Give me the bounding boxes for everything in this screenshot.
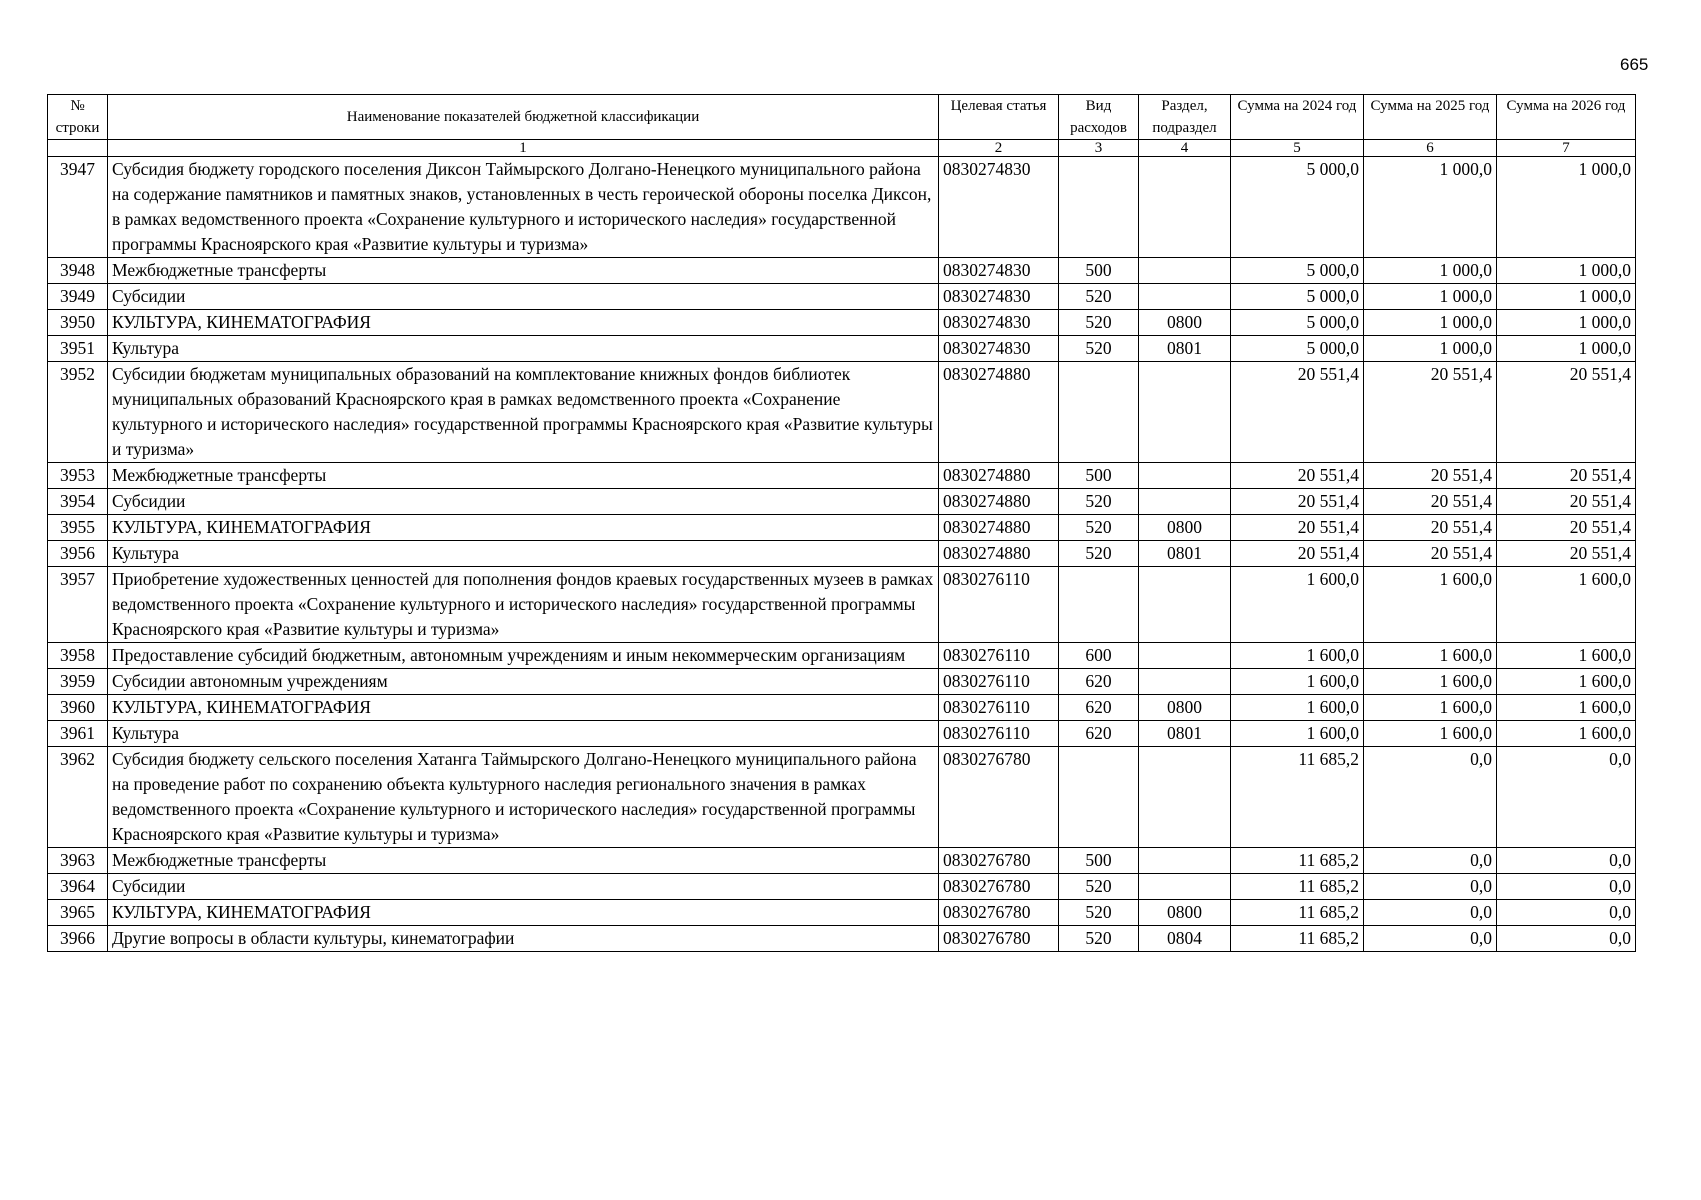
row-sum-2026: 1 600,0 xyxy=(1497,643,1636,669)
header-sum-2024: Сумма на 2024 год xyxy=(1231,95,1364,140)
table-row xyxy=(48,848,1636,874)
row-target-article: 0830276110 xyxy=(939,643,1059,669)
row-sum-2026: 20 551,4 xyxy=(1497,541,1636,567)
row-sum-2025: 20 551,4 xyxy=(1364,541,1497,567)
row-number: 3949 xyxy=(48,284,108,310)
row-number: 3955 xyxy=(48,515,108,541)
column-index: 6 xyxy=(1364,140,1497,157)
row-sum-2026: 20 551,4 xyxy=(1497,489,1636,515)
row-sum-2024: 11 685,2 xyxy=(1231,900,1364,926)
row-number: 3961 xyxy=(48,721,108,747)
table-header-row xyxy=(48,95,1636,140)
table-row xyxy=(48,463,1636,489)
column-index: 4 xyxy=(1139,140,1231,157)
row-target-article: 0830276110 xyxy=(939,721,1059,747)
row-name: КУЛЬТУРА, КИНЕМАТОГРАФИЯ xyxy=(108,695,939,721)
row-sum-2025: 20 551,4 xyxy=(1364,362,1497,463)
row-expense-type: 500 xyxy=(1059,848,1139,874)
row-section xyxy=(1139,874,1231,900)
row-target-article: 0830274830 xyxy=(939,157,1059,258)
row-sum-2024: 1 600,0 xyxy=(1231,643,1364,669)
table-row xyxy=(48,567,1636,643)
row-sum-2026: 20 551,4 xyxy=(1497,515,1636,541)
row-section xyxy=(1139,747,1231,848)
row-name: Другие вопросы в области культуры, кинематографии xyxy=(108,926,939,952)
row-sum-2024: 11 685,2 xyxy=(1231,747,1364,848)
row-section xyxy=(1139,669,1231,695)
row-sum-2026: 20 551,4 xyxy=(1497,463,1636,489)
row-number: 3951 xyxy=(48,336,108,362)
row-target-article: 0830276780 xyxy=(939,747,1059,848)
row-sum-2025: 1 600,0 xyxy=(1364,721,1497,747)
table-row xyxy=(48,643,1636,669)
row-section xyxy=(1139,362,1231,463)
row-name: Субсидии автономным учреждениям xyxy=(108,669,939,695)
row-sum-2026: 1 000,0 xyxy=(1497,258,1636,284)
row-target-article: 0830274830 xyxy=(939,336,1059,362)
row-sum-2025: 1 600,0 xyxy=(1364,643,1497,669)
row-sum-2024: 11 685,2 xyxy=(1231,874,1364,900)
row-expense-type: 520 xyxy=(1059,489,1139,515)
row-expense-type: 620 xyxy=(1059,669,1139,695)
table-row xyxy=(48,284,1636,310)
row-sum-2025: 0,0 xyxy=(1364,900,1497,926)
row-target-article: 0830274880 xyxy=(939,362,1059,463)
row-expense-type: 500 xyxy=(1059,463,1139,489)
row-expense-type: 520 xyxy=(1059,926,1139,952)
row-number: 3966 xyxy=(48,926,108,952)
column-index: 7 xyxy=(1497,140,1636,157)
row-sum-2026: 0,0 xyxy=(1497,900,1636,926)
row-expense-type xyxy=(1059,567,1139,643)
row-sum-2024: 1 600,0 xyxy=(1231,669,1364,695)
row-section xyxy=(1139,567,1231,643)
row-section: 0800 xyxy=(1139,900,1231,926)
row-number: 3954 xyxy=(48,489,108,515)
row-name: Культура xyxy=(108,336,939,362)
row-sum-2026: 1 000,0 xyxy=(1497,310,1636,336)
header-row-no: № строки xyxy=(48,95,108,140)
table-row xyxy=(48,874,1636,900)
row-sum-2026: 0,0 xyxy=(1497,747,1636,848)
page-number: 665 xyxy=(1620,55,1649,74)
row-name: Субсидии xyxy=(108,874,939,900)
row-number: 3963 xyxy=(48,848,108,874)
row-name: Предоставление субсидий бюджетным, автономным учреждениям и иным некоммерческим организациям xyxy=(108,643,939,669)
row-sum-2025: 1 600,0 xyxy=(1364,567,1497,643)
row-number: 3950 xyxy=(48,310,108,336)
row-expense-type: 620 xyxy=(1059,721,1139,747)
row-number: 3959 xyxy=(48,669,108,695)
row-sum-2025: 1 000,0 xyxy=(1364,157,1497,258)
table-row xyxy=(48,721,1636,747)
row-target-article: 0830276780 xyxy=(939,848,1059,874)
row-expense-type xyxy=(1059,157,1139,258)
row-name: Субсидии бюджетам муниципальных образований на комплектование книжных фондов библиотек муниципальных образований Красноярского края в рамках ведомственного проекта «Сохранение культурного и исторического наследия» государственной программы Красноярского края «Развитие культуры и туризма» xyxy=(108,362,939,463)
row-target-article: 0830276110 xyxy=(939,695,1059,721)
row-target-article: 0830276110 xyxy=(939,567,1059,643)
header-name: Наименование показателей бюджетной классификации xyxy=(108,95,939,140)
table-row xyxy=(48,926,1636,952)
table-row xyxy=(48,900,1636,926)
row-sum-2025: 0,0 xyxy=(1364,747,1497,848)
row-target-article: 0830274830 xyxy=(939,258,1059,284)
header-sum-2025: Сумма на 2025 год xyxy=(1364,95,1497,140)
row-target-article: 0830274830 xyxy=(939,310,1059,336)
row-sum-2026: 0,0 xyxy=(1497,848,1636,874)
row-number: 3947 xyxy=(48,157,108,258)
row-sum-2025: 20 551,4 xyxy=(1364,463,1497,489)
row-sum-2024: 5 000,0 xyxy=(1231,284,1364,310)
row-target-article: 0830274830 xyxy=(939,284,1059,310)
row-sum-2025: 1 000,0 xyxy=(1364,284,1497,310)
header-sum-2026: Сумма на 2026 год xyxy=(1497,95,1636,140)
row-target-article: 0830276780 xyxy=(939,900,1059,926)
row-sum-2025: 1 000,0 xyxy=(1364,310,1497,336)
row-expense-type: 500 xyxy=(1059,258,1139,284)
row-sum-2026: 0,0 xyxy=(1497,926,1636,952)
table-row xyxy=(48,515,1636,541)
row-sum-2024: 1 600,0 xyxy=(1231,567,1364,643)
column-index xyxy=(48,140,108,157)
row-expense-type: 520 xyxy=(1059,336,1139,362)
row-sum-2024: 5 000,0 xyxy=(1231,310,1364,336)
row-target-article: 0830274880 xyxy=(939,463,1059,489)
row-name: КУЛЬТУРА, КИНЕМАТОГРАФИЯ xyxy=(108,900,939,926)
row-name: Культура xyxy=(108,541,939,567)
row-target-article: 0830276780 xyxy=(939,926,1059,952)
row-expense-type: 520 xyxy=(1059,900,1139,926)
row-number: 3964 xyxy=(48,874,108,900)
row-section: 0801 xyxy=(1139,336,1231,362)
table-row xyxy=(48,362,1636,463)
row-sum-2024: 11 685,2 xyxy=(1231,848,1364,874)
row-sum-2025: 20 551,4 xyxy=(1364,515,1497,541)
row-section xyxy=(1139,848,1231,874)
row-number: 3953 xyxy=(48,463,108,489)
table-row xyxy=(48,157,1636,258)
table-row xyxy=(48,258,1636,284)
row-sum-2024: 20 551,4 xyxy=(1231,515,1364,541)
row-expense-type xyxy=(1059,362,1139,463)
row-number: 3958 xyxy=(48,643,108,669)
row-sum-2026: 0,0 xyxy=(1497,874,1636,900)
row-expense-type: 520 xyxy=(1059,284,1139,310)
row-sum-2024: 5 000,0 xyxy=(1231,157,1364,258)
row-sum-2026: 1 000,0 xyxy=(1497,157,1636,258)
row-section: 0801 xyxy=(1139,541,1231,567)
row-section: 0800 xyxy=(1139,310,1231,336)
column-index: 5 xyxy=(1231,140,1364,157)
row-sum-2025: 1 000,0 xyxy=(1364,258,1497,284)
row-name: Субсидии xyxy=(108,489,939,515)
row-sum-2025: 0,0 xyxy=(1364,926,1497,952)
row-section xyxy=(1139,258,1231,284)
row-expense-type xyxy=(1059,747,1139,848)
row-expense-type: 520 xyxy=(1059,310,1139,336)
row-sum-2025: 0,0 xyxy=(1364,848,1497,874)
table-row xyxy=(48,747,1636,848)
row-sum-2025: 1 000,0 xyxy=(1364,336,1497,362)
row-name: Межбюджетные трансферты xyxy=(108,258,939,284)
row-name: Субсидии xyxy=(108,284,939,310)
row-sum-2024: 5 000,0 xyxy=(1231,258,1364,284)
row-section: 0804 xyxy=(1139,926,1231,952)
row-expense-type: 600 xyxy=(1059,643,1139,669)
row-sum-2026: 1 600,0 xyxy=(1497,695,1636,721)
table-row xyxy=(48,695,1636,721)
row-section: 0800 xyxy=(1139,515,1231,541)
row-name: Межбюджетные трансферты xyxy=(108,463,939,489)
row-section xyxy=(1139,643,1231,669)
row-sum-2025: 0,0 xyxy=(1364,874,1497,900)
row-name: КУЛЬТУРА, КИНЕМАТОГРАФИЯ xyxy=(108,515,939,541)
row-sum-2026: 1 600,0 xyxy=(1497,567,1636,643)
column-index-row xyxy=(48,140,1636,157)
table-row xyxy=(48,669,1636,695)
row-name: Межбюджетные трансферты xyxy=(108,848,939,874)
row-target-article: 0830276110 xyxy=(939,669,1059,695)
row-name: Субсидия бюджету городского поселения Диксон Таймырского Долгано-Ненецкого муниципального района на содержание памятников и памятных знаков, установленных в честь героической обороны поселка Диксон, в рамках ведомственного проекта «Сохранение культурного и исторического наследия» государственной программы Красноярского края «Развитие культуры и туризма» xyxy=(108,157,939,258)
row-target-article: 0830274880 xyxy=(939,489,1059,515)
row-sum-2024: 11 685,2 xyxy=(1231,926,1364,952)
row-sum-2025: 1 600,0 xyxy=(1364,669,1497,695)
row-sum-2024: 20 551,4 xyxy=(1231,541,1364,567)
header-target: Целевая статья xyxy=(939,95,1059,140)
row-name: Субсидия бюджету сельского поселения Хатанга Таймырского Долгано-Ненецкого муниципального района на проведение работ по сохранению объекта культурного наследия регионального значения в рамках ведомственного проекта «Сохранение культурного и исторического наследия» государственной программы Красноярского края «Развитие культуры и туризма» xyxy=(108,747,939,848)
table-row xyxy=(48,336,1636,362)
row-section xyxy=(1139,284,1231,310)
row-sum-2024: 20 551,4 xyxy=(1231,362,1364,463)
row-sum-2026: 1 000,0 xyxy=(1497,284,1636,310)
column-index: 3 xyxy=(1059,140,1139,157)
row-name: КУЛЬТУРА, КИНЕМАТОГРАФИЯ xyxy=(108,310,939,336)
row-sum-2024: 1 600,0 xyxy=(1231,721,1364,747)
row-expense-type: 520 xyxy=(1059,515,1139,541)
row-number: 3960 xyxy=(48,695,108,721)
row-sum-2024: 20 551,4 xyxy=(1231,489,1364,515)
row-section xyxy=(1139,489,1231,515)
column-index: 2 xyxy=(939,140,1059,157)
header-expense-type: Вид расходов xyxy=(1059,95,1139,140)
row-number: 3956 xyxy=(48,541,108,567)
row-number: 3962 xyxy=(48,747,108,848)
row-number: 3957 xyxy=(48,567,108,643)
row-sum-2026: 1 000,0 xyxy=(1497,336,1636,362)
row-section: 0801 xyxy=(1139,721,1231,747)
header-section: Раздел, подраздел xyxy=(1139,95,1231,140)
row-number: 3965 xyxy=(48,900,108,926)
budget-table xyxy=(47,94,1636,952)
row-sum-2025: 1 600,0 xyxy=(1364,695,1497,721)
row-sum-2026: 1 600,0 xyxy=(1497,721,1636,747)
row-name: Приобретение художественных ценностей для пополнения фондов краевых государственных музеев в рамках ведомственного проекта «Сохранение культурного и исторического наследия» государственной программы Красноярского края «Развитие культуры и туризма» xyxy=(108,567,939,643)
row-number: 3952 xyxy=(48,362,108,463)
row-sum-2024: 5 000,0 xyxy=(1231,336,1364,362)
row-target-article: 0830276780 xyxy=(939,874,1059,900)
row-number: 3948 xyxy=(48,258,108,284)
row-sum-2024: 1 600,0 xyxy=(1231,695,1364,721)
row-sum-2026: 20 551,4 xyxy=(1497,362,1636,463)
row-expense-type: 520 xyxy=(1059,874,1139,900)
row-section xyxy=(1139,157,1231,258)
row-sum-2024: 20 551,4 xyxy=(1231,463,1364,489)
table-row xyxy=(48,489,1636,515)
row-expense-type: 520 xyxy=(1059,541,1139,567)
row-section: 0800 xyxy=(1139,695,1231,721)
row-section xyxy=(1139,463,1231,489)
column-index: 1 xyxy=(108,140,939,157)
row-sum-2025: 20 551,4 xyxy=(1364,489,1497,515)
table-row xyxy=(48,310,1636,336)
row-target-article: 0830274880 xyxy=(939,515,1059,541)
row-target-article: 0830274880 xyxy=(939,541,1059,567)
row-expense-type: 620 xyxy=(1059,695,1139,721)
table-row xyxy=(48,541,1636,567)
row-sum-2026: 1 600,0 xyxy=(1497,669,1636,695)
row-name: Культура xyxy=(108,721,939,747)
table-body xyxy=(48,157,1636,952)
